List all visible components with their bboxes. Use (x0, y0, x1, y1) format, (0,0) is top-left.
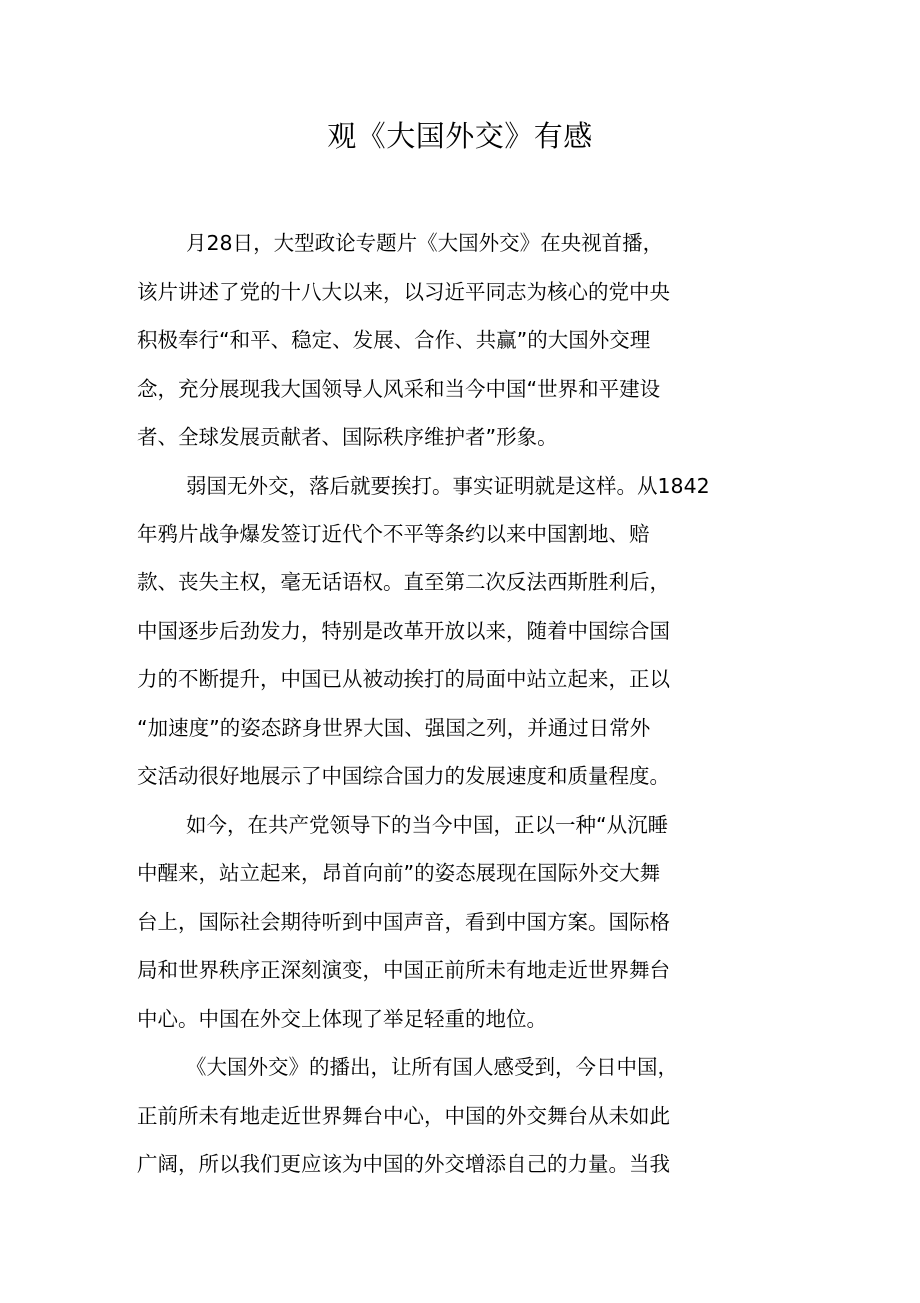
paragraph-2-line-1: 弱国无外交，落后就要挨打。事实证明就是这样。从1842 (186, 474, 710, 498)
paragraph-3-line-4: 局和世界秩序正深刻演变，中国正前所未有地走近世界舞台 (137, 958, 670, 982)
paragraph-2-line-7: 交活动很好地展示了中国综合国力的发展速度和质量程度。 (137, 764, 670, 788)
paragraph-3-line-5: 中心。中国在外交上体现了举足轻重的地位。 (137, 1007, 547, 1031)
paragraph-4-line-1: 《大国外交》的播出，让所有国人感受到，今日中国， (186, 1055, 678, 1079)
paragraph-2-line-4: 中国逐步后劲发力，特别是改革开放以来，随着中国综合国 (137, 619, 670, 643)
paragraph-1-line-3: 积极奉行“和平、稳定、发展、合作、共赢”的大国外交理 (137, 328, 651, 352)
paragraph-3-line-2: 中醒来，站立起来，昂首向前”的姿态展现在国际外交大舞 (137, 861, 661, 885)
document-title: 观《大国外交》有感 (327, 119, 593, 153)
paragraph-2-line-6: “加速度”的姿态跻身世界大国、强国之列，并通过日常外 (137, 716, 651, 740)
paragraph-1-line-2: 该片讲述了党的十八大以来，以习近平同志为核心的党中央 (137, 280, 670, 304)
paragraph-1-line-4: 念，充分展现我大国领导人风采和当今中国“世界和平建设 (137, 377, 661, 401)
paragraph-3-line-1: 如今，在共产党领导下的当今中国，正以一种“从沉睡 (186, 813, 669, 837)
paragraph-2-line-5: 力的不断提升，中国已从被动挨打的局面中站立起来，正以 (137, 667, 670, 691)
paragraph-3-line-3: 台上，国际社会期待听到中国声音，看到中国方案。国际格 (137, 910, 670, 934)
paragraph-1-line-1: 月28日，大型政论专题片《大国外交》在央视首播， (186, 231, 664, 255)
paragraph-1-line-5: 者、全球发展贡献者、国际秩序维护者”形象。 (137, 425, 558, 449)
paragraph-4-line-2: 正前所未有地走近世界舞台中心，中国的外交舞台从未如此 (137, 1104, 670, 1128)
paragraph-4-line-3: 广阔，所以我们更应该为中国的外交增添自己的力量。当我 (137, 1152, 670, 1176)
paragraph-2-line-2: 年鸦片战争爆发签订近代个不平等条约以来中国割地、赔 (137, 522, 650, 546)
paragraph-2-line-3: 款、丧失主权，毫无话语权。直至第二次反法西斯胜利后， (137, 570, 670, 594)
